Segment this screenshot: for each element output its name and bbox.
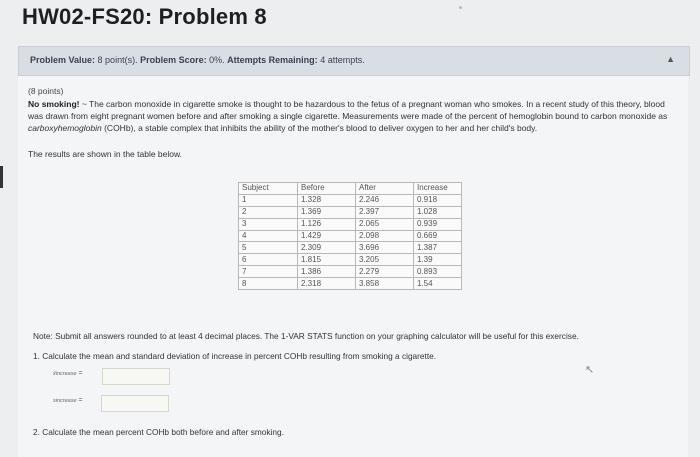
table-cell: 1.429 <box>298 230 356 242</box>
problem-value-label: Problem Value: <box>30 55 96 65</box>
collapse-caret-icon[interactable]: ▲ <box>666 54 675 64</box>
problem-score: 0%. <box>209 55 225 65</box>
table-cell: 2.098 <box>356 230 414 242</box>
table-row <box>239 266 462 278</box>
table-cell: 1.387 <box>414 242 462 254</box>
problem-description-text: The carbon monoxide in cigarette smoke is thought to be hazardous to the fetus of a pregnant woman who smokes. In a recent study of this theory, blood was drawn from eight pregnant women before and after smoking a single cigarette. Measurements were made of the percent of hemoglobin bound to carbon monoxide as <box>28 99 668 121</box>
table-cell: 1.369 <box>298 206 356 218</box>
table-cell: Subject <box>239 183 298 195</box>
table-row <box>239 194 462 206</box>
problem-info-bar <box>18 46 690 76</box>
table-cell: 0.669 <box>414 230 462 242</box>
sd-increase-label: sincrease = <box>53 397 83 404</box>
table-cell: 2.246 <box>356 194 414 206</box>
problem-description-end: (COHb), a stable complex that inhibits the ability of the mother's blood to deliver oxygen to her and her child's body. <box>104 123 538 133</box>
table-cell: After <box>356 183 414 195</box>
table-row <box>239 254 462 266</box>
mouse-cursor-icon: ↖ <box>585 364 595 376</box>
results-text: The results are shown in the table below. <box>28 149 183 159</box>
left-edge-marker <box>0 166 3 188</box>
table-cell: 2.065 <box>356 218 414 230</box>
table-cell: 2.309 <box>298 242 356 254</box>
table-row <box>239 278 462 290</box>
results-table <box>238 182 462 290</box>
problem-heading: No smoking! <box>28 99 80 109</box>
table-cell: 5 <box>239 242 298 254</box>
table-cell: 4 <box>239 230 298 242</box>
dot-icon <box>459 6 462 9</box>
table-cell: 6 <box>239 254 298 266</box>
table-header-row <box>239 183 462 195</box>
problem-term: carboxyhemoglobin <box>28 123 102 133</box>
table-cell: 8 <box>239 278 298 290</box>
table-cell: Increase <box>414 183 462 195</box>
attempts-remaining: 4 attempts. <box>320 55 365 65</box>
table-row <box>239 218 462 230</box>
question-2: 2. Calculate the mean percent COHb both before and after smoking. <box>33 427 284 437</box>
table-row <box>239 230 462 242</box>
mean-increase-input[interactable] <box>102 368 170 385</box>
table-cell: 2.318 <box>298 278 356 290</box>
table-cell: 1.328 <box>298 194 356 206</box>
table-cell: 1.028 <box>414 206 462 218</box>
table-cell: 1.126 <box>298 218 356 230</box>
table-cell: 1.815 <box>298 254 356 266</box>
problem-value: 8 point(s). <box>97 55 138 65</box>
table-cell: 0.939 <box>414 218 462 230</box>
table-cell: 2.397 <box>356 206 414 218</box>
table-cell: 0.893 <box>414 266 462 278</box>
table-cell: 0.918 <box>414 194 462 206</box>
table-cell: 1 <box>239 194 298 206</box>
table-row <box>239 206 462 218</box>
table-cell: 3.205 <box>356 254 414 266</box>
table-cell: 7 <box>239 266 298 278</box>
page-title: HW02-FS20: Problem 8 <box>22 4 267 29</box>
sd-increase-input[interactable] <box>101 395 169 412</box>
problem-description: No smoking! ~ The carbon monoxide in cigarette smoke is thought to be hazardous to the fetus of a pregnant woman who smokes. In a recent study of this theory, blood was drawn from eight pregnant women before and after smoking a single cigarette. Measurements were made of the percent of hemoglobin bound to carbon monoxide as carboxyhemoglobin (COHb), a stable complex that inhibits the ability of the mother's blood to deliver oxygen to her and her child's body. <box>28 99 668 133</box>
problem-score-label: Problem Score: <box>140 55 207 65</box>
mean-increase-label: x̄increase = <box>53 370 83 377</box>
table-cell: Before <box>298 183 356 195</box>
table-cell: 3.696 <box>356 242 414 254</box>
table-cell: 3 <box>239 218 298 230</box>
table-cell: 3.858 <box>356 278 414 290</box>
attempts-remaining-label: Attempts Remaining: <box>227 55 318 65</box>
table-cell: 2 <box>239 206 298 218</box>
problem-points: (8 points) <box>28 86 64 96</box>
table-cell: 2.279 <box>356 266 414 278</box>
table-cell: 1.54 <box>414 278 462 290</box>
note-text: Note: Submit all answers rounded to at least 4 decimal places. The 1-VAR STATS function on your graphing calculator will be useful for this exercise. <box>33 331 579 341</box>
table-cell: 1.39 <box>414 254 462 266</box>
question-1: 1. Calculate the mean and standard deviation of increase in percent COHb resulting from smoking a cigarette. <box>33 351 437 361</box>
table-cell: 1.386 <box>298 266 356 278</box>
table-row <box>239 242 462 254</box>
